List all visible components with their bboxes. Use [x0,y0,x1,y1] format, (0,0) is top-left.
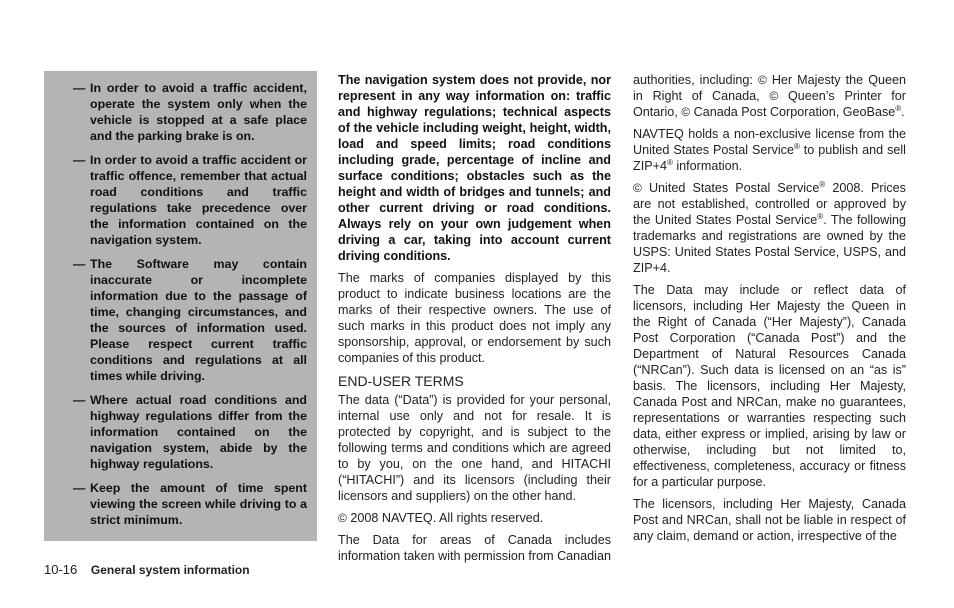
authorities-paragraph [633,72,906,120]
dash-bullet-icon: — [73,393,86,407]
dash-bullet-icon: — [73,81,86,95]
navteq-copyright-paragraph [338,510,611,526]
dash-bullet-icon: — [73,153,86,167]
registered-icon: ® [817,211,824,221]
copyright-icon: © [681,105,691,119]
authorities-prefix: authorities, including: [633,73,758,87]
registered-icon: ® [793,141,800,151]
registered-icon: ® [666,157,673,167]
dash-bullet-icon: — [73,257,86,271]
authority-item: Her Majesty the Queen in Right of Canada, [633,73,907,103]
usps-text: 2008. Prices are not established, controlled or approved by the United States Postal Service [633,181,906,227]
page-number: 10-16 [44,562,78,577]
column-middle [338,72,611,570]
usps-paragraph [633,180,906,276]
dash-bullet-icon: — [73,481,86,495]
caution-item [44,480,317,528]
usps-text: United States Postal Service [641,181,820,195]
caution-item [44,256,317,384]
section-heading: END-USER TERMS [338,373,464,389]
caution-text: In order to avoid a traffic accident or traffic offence, remember that actual road conditions and traffic regulations take precedence over the information contained on the navigation system. [90,153,307,247]
caution-text: In order to avoid a traffic accident, operate the system only when the vehicle is stopped at a safe place and the parking brake is on. [90,81,307,143]
copyright-icon: © [757,73,767,87]
marks-paragraph: The marks of companies displayed by this product to indicate business locations are the marks of their respective owners. The use of such marks in this product does not imply any sponsorship, approval, or endorsement by such companies of this product. [338,271,611,365]
authority-item: Canada Post Corporation, GeoBase [690,105,896,119]
copyright-icon: © [338,511,347,525]
page-footer [44,562,250,577]
copyright-text: 2008 NAVTEQ. All rights reserved. [346,511,544,525]
caution-box [44,71,317,541]
navteq-license-paragraph [633,126,906,174]
caution-list [44,80,317,536]
section-title: General system information [90,563,250,577]
authorities-end: . [901,105,905,119]
licensors-paragraph: The Data may include or reflect data of licensors, including Her Majesty the Queen in the Right of Canada (“Her Majesty”), Canada Post Corporation (“Canada Post”) and the Department of Natural Resources Canada (“NRCan”). Such data is licensed on an “as is” basis. The licensors, including Her Majesty, Canada Post and NRCan, make no guarantees, representations or warranties respecting such data, either express or implied, arising by law or otherwise, including but not limited to, effectiveness, completeness, accuracy or fitness for a particular purpose. [633,283,906,489]
caution-text: Where actual road conditions and highway regulations differ from the information contained on the navigation system, abide by the highway regulations. [90,393,307,471]
navteq-text: information. [672,159,743,173]
usps-text: . The following trademarks and registrations are owned by the USPS: United States Postal Service, USPS, and ZIP+4. [633,213,906,275]
authority-item: Queen’s Printer for Ontario, [633,89,906,119]
navteq-text: to publish and sell ZIP+4 [633,143,906,173]
column-right [633,72,906,550]
copyright-icon: © [633,181,642,195]
copyright-icon: © [769,89,779,103]
registered-icon: ® [895,103,902,113]
navteq-text: NAVTEQ holds a non-exclusive license from the United States Postal Service [633,127,906,157]
caution-text: Keep the amount of time spent viewing the screen while driving to a strict minimum. [90,481,307,527]
canada-paragraph: The Data for areas of Canada includes information taken with permission from Canadian [338,533,611,563]
disclaimer-paragraph: The navigation system does not provide, nor represent in any way information on: traffic and highway regulations; technical aspects of the vehicle including weight, height, width, load and speed limits; road conditions including grade, percentage of incline and surface conditions; obstacles such as the height and width of bridges and tunnels; and other current driving or road conditions. Always rely on your own judgement when driving a car, taking into account current driving conditions. [338,73,611,263]
registered-icon: ® [819,179,826,189]
caution-text: The Software may contain inaccurate or incomplete information due to the passage of time, changing circumstances, and the sources of information used. Please respect current traffic conditions and regulations at all times while driving. [90,257,307,383]
caution-item [44,80,317,144]
caution-item [44,152,317,248]
caution-item [44,392,317,472]
liability-paragraph: The licensors, including Her Majesty, Canada Post and NRCan, shall not be liable in respect of any claim, demand or action, irrespective of the [633,497,906,543]
data-terms-paragraph: The data (“Data”) is provided for your personal, internal use only and not for resale. It is protected by copyright, and is subject to the following terms and conditions which are agreed to by you, on the one hand, and HITACHI (“HITACHI”) and its licensors (including their licensors and suppliers) on the other hand. [338,393,611,503]
